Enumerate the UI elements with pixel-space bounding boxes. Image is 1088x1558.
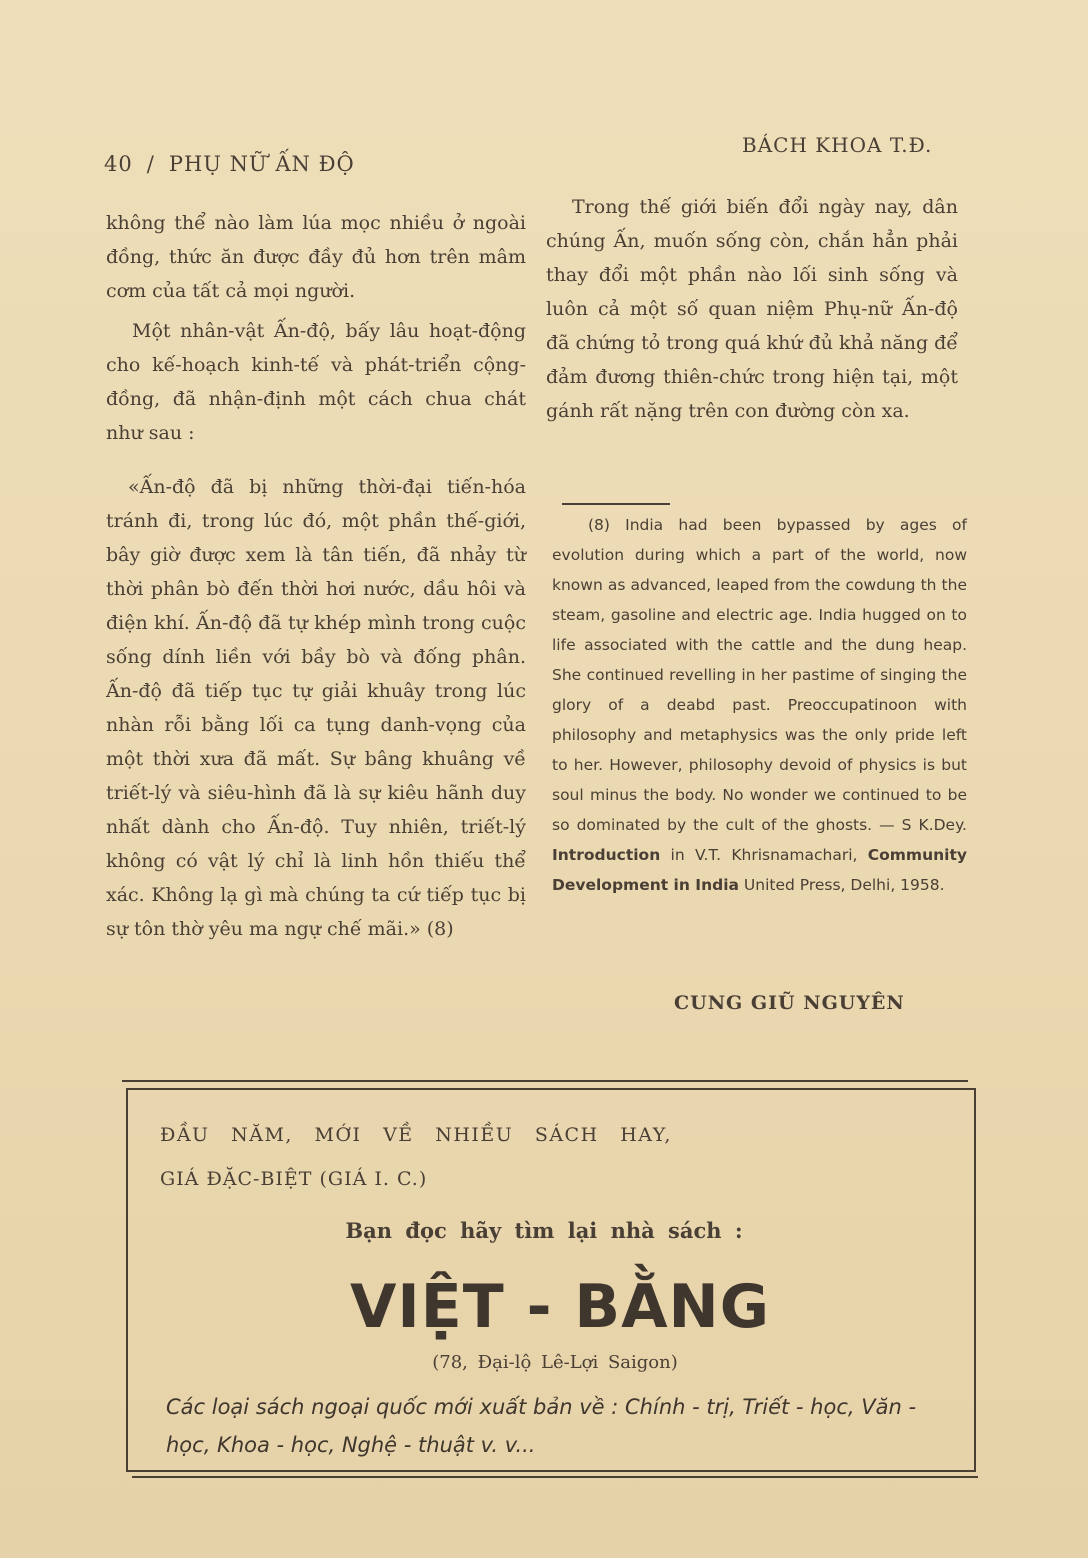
ad-headline: ĐẦU NĂM, MỚI VỀ NHIỀU SÁCH HAY, — [160, 1124, 672, 1146]
left-column — [106, 206, 526, 946]
ad-description: Các loại sách ngoại quốc mới xuất bản về : Chính - trị, Triết - học, Văn - học, Khoa - học, Nghệ - thuật v. v... — [166, 1395, 917, 1457]
section-title: PHỤ NỮ ẤN ĐỘ — [168, 152, 355, 176]
citation-end: United Press, Delhi, 1958. — [743, 876, 945, 894]
ad-prompt: Bạn đọc hãy tìm lại nhà sách : — [345, 1218, 743, 1243]
footnote-text: (8) India had been bypassed by ages of evolution during which a part of the world, now known as advanced, leaped from the cowdung th the steam, gasoline and electric age. India hugged on to life associated with the cattle and the dung heap. She continued revelling in her pastime of singing the glory of a deabd past. Preoccupatinoon with philosophy and metaphysics was the only pride left to her. However, philosophy devoid of physics is but soul minus the body. No wonder we continued to be so dominated by the cult of the ghosts. — [552, 516, 967, 834]
citation-title-2: Community Development in India — [552, 846, 967, 894]
citation-prefix: — S K.Dey. — [879, 816, 967, 834]
right-paragraph-1: Trong thế giới biến đổi ngày nay, dân chúng Ấn, muốn sống còn, chắn hẳn phải thay đổi một phần nào lối sinh sống và luôn cả một số quan niệm Phụ-nữ Ấn-độ đã chứng tỏ trong quá khứ đủ khả năng để đảm đương thiên-chức trong hiện tại, một gánh rất nặng trên con đường còn xa. — [546, 196, 958, 422]
left-paragraph-2: Một nhân-vật Ấn-độ, bấy lâu hoạt-động cho kế-hoạch kinh-tế và phát-triển cộng-đồng, đã nhận-định một cách chua chát như sau : — [106, 320, 526, 444]
right-column — [546, 190, 958, 428]
header-separator: / — [146, 152, 155, 176]
page-header-left — [104, 152, 355, 176]
left-paragraph-1: không thể nào làm lúa mọc nhiều ở ngoài đồng, thức ăn được đầy đủ hơn trên mâm cơm của tất cả mọi người. — [106, 212, 526, 302]
ad-subheadline: GIÁ ĐẶC-BIỆT (GIÁ I. C.) — [160, 1168, 428, 1190]
footnote — [552, 510, 967, 900]
ad-address: (78, Đại-lộ Lê-Lợi Saigon) — [432, 1352, 678, 1373]
journal-name: BÁCH KHOA T.Đ. — [742, 133, 933, 157]
citation-mid: in V.T. Khrisnamachari, — [670, 846, 858, 864]
ad-bottom-rule — [132, 1476, 978, 1478]
citation-title-1: Introduction — [552, 846, 661, 864]
ad-store-name: VIỆT - BẰNG — [350, 1272, 770, 1342]
footnote-divider — [562, 503, 670, 505]
page-number: 40 — [104, 152, 133, 176]
author-signature: CUNG GIŨ NGUYÊN — [674, 992, 905, 1014]
ad-top-rule — [122, 1080, 968, 1082]
left-quote: «Ấn-độ đã bị những thời-đại tiến-hóa tránh đi, trong lúc đó, một phần thế-giới, bây giờ được xem là tân tiến, đã nhảy từ thời phân bò đến thời hơi nước, dầu hôi và điện khí. Ấn-độ đã tự khép mình trong cuộc sống dính liền với bầy bò và đống phân. Ấn-độ đã tiếp tục tự giải khuây trong lúc nhàn rỗi bằng lối ca tụng danh-vọng của một thời xưa đã mất. Sự bâng khuâng về triết-lý và siêu-hình đã là sự kiêu hãnh duy nhất dành cho Ấn-độ. Tuy nhiên, triết-lý không có vật lý chỉ là linh hồn thiếu thể xác. Không lạ gì mà chúng ta cứ tiếp tục bị sự tôn thờ yêu ma ngự chế mãi.» (8) — [106, 476, 526, 940]
